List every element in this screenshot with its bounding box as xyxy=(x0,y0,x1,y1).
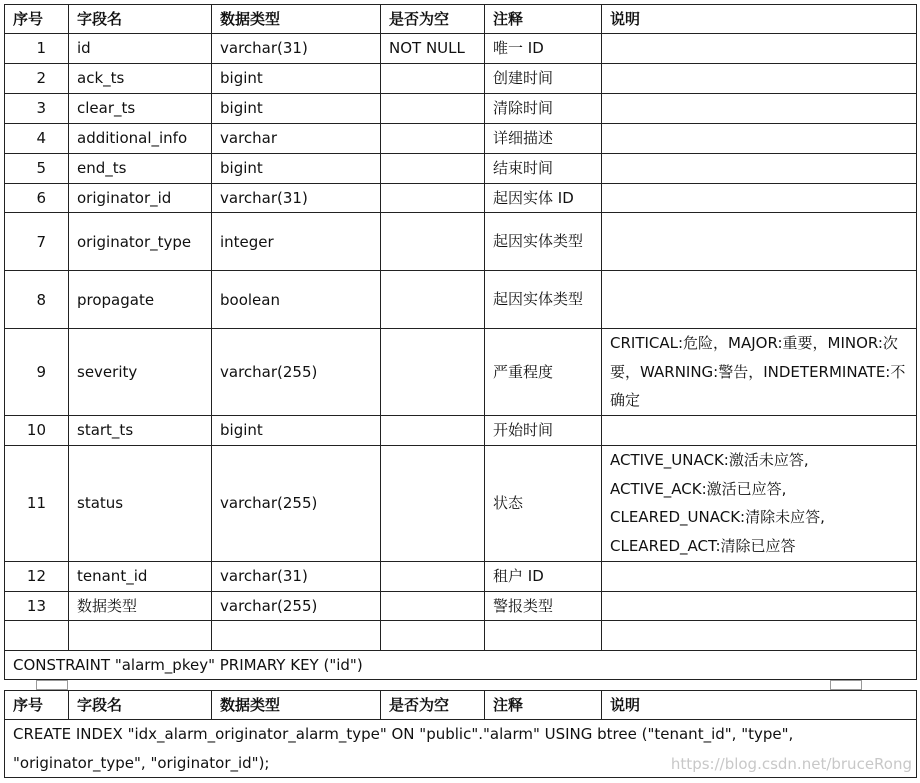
cell-comment: 起因实体类型 xyxy=(485,213,602,271)
cell-comment: 严重程度 xyxy=(485,329,602,416)
cell-nullable: NOT NULL xyxy=(381,34,485,64)
cell-seq: 6 xyxy=(5,183,69,213)
cell-desc xyxy=(602,271,917,329)
cell-comment: 开始时间 xyxy=(485,416,602,446)
header-seq: 序号 xyxy=(5,691,69,720)
cell-desc xyxy=(602,63,917,93)
cell-nullable xyxy=(381,329,485,416)
header-field: 字段名 xyxy=(69,5,212,34)
cell-type: varchar(31) xyxy=(212,183,381,213)
cell-desc xyxy=(602,213,917,271)
header-type: 数据类型 xyxy=(212,691,381,720)
constraint-statement: CONSTRAINT "alarm_pkey" PRIMARY KEY ("id") xyxy=(5,651,917,680)
table-row xyxy=(5,271,917,329)
cell-nullable xyxy=(381,416,485,446)
cell-type: varchar xyxy=(212,123,381,153)
table-move-handle-right[interactable] xyxy=(830,680,862,690)
cell-seq: 7 xyxy=(5,213,69,271)
cell-field: end_ts xyxy=(69,153,212,183)
cell-type: integer xyxy=(212,213,381,271)
cell-field: status xyxy=(69,445,212,561)
cell-nullable xyxy=(381,123,485,153)
cell-field: additional_info xyxy=(69,123,212,153)
cell-type: boolean xyxy=(212,271,381,329)
table-row xyxy=(5,416,917,446)
alarm-fields-table xyxy=(4,4,917,680)
cell-comment: 详细描述 xyxy=(485,123,602,153)
cell-type: bigint xyxy=(212,416,381,446)
table-row xyxy=(5,591,917,621)
cell-desc xyxy=(602,34,917,64)
cell-nullable xyxy=(381,183,485,213)
header-nullable: 是否为空 xyxy=(381,5,485,34)
cell-type: varchar(31) xyxy=(212,561,381,591)
cell-nullable xyxy=(381,63,485,93)
cell-desc: CRITICAL:危险，MAJOR:重要，MINOR:次要，WARNING:警告，INDETERMINATE:不确定 xyxy=(602,329,917,416)
cell-seq: 2 xyxy=(5,63,69,93)
cell-type: varchar(31) xyxy=(212,34,381,64)
cell-seq: 13 xyxy=(5,591,69,621)
cell-type: bigint xyxy=(212,93,381,123)
cell-seq: 11 xyxy=(5,445,69,561)
cell-desc: ACTIVE_UNACK:激活未应答, ACTIVE_ACK:激活已应答, CLEARED_UNACK:清除未应答, CLEARED_ACT:清除已应答 xyxy=(602,445,917,561)
table-row xyxy=(5,123,917,153)
cell-field: severity xyxy=(69,329,212,416)
cell-field: tenant_id xyxy=(69,561,212,591)
cell-type: varchar(255) xyxy=(212,329,381,416)
header-desc: 说明 xyxy=(602,691,917,720)
empty-row xyxy=(5,621,917,651)
table-row xyxy=(5,153,917,183)
table-row xyxy=(5,213,917,271)
cell-type: bigint xyxy=(212,63,381,93)
cell-comment: 唯一 ID xyxy=(485,34,602,64)
cell-comment: 租户 ID xyxy=(485,561,602,591)
header-field: 字段名 xyxy=(69,691,212,720)
cell-comment: 清除时间 xyxy=(485,93,602,123)
cell-seq: 12 xyxy=(5,561,69,591)
table-row xyxy=(5,34,917,64)
header-type: 数据类型 xyxy=(212,5,381,34)
cell-comment: 起因实体 ID xyxy=(485,183,602,213)
cell-field: originator_id xyxy=(69,183,212,213)
cell-seq: 10 xyxy=(5,416,69,446)
cell-comment: 起因实体类型 xyxy=(485,271,602,329)
cell-seq: 1 xyxy=(5,34,69,64)
cell-field: originator_type xyxy=(69,213,212,271)
cell-field: id xyxy=(69,34,212,64)
cell-comment: 状态 xyxy=(485,445,602,561)
table-row xyxy=(5,93,917,123)
table-row xyxy=(5,445,917,561)
cell-desc xyxy=(602,561,917,591)
cell-nullable xyxy=(381,213,485,271)
cell-nullable xyxy=(381,153,485,183)
header-nullable: 是否为空 xyxy=(381,691,485,720)
table-row xyxy=(5,183,917,213)
cell-nullable xyxy=(381,591,485,621)
cell-field: start_ts xyxy=(69,416,212,446)
cell-seq: 5 xyxy=(5,153,69,183)
cell-desc xyxy=(602,93,917,123)
cell-desc xyxy=(602,183,917,213)
table-header-row xyxy=(5,691,917,720)
cell-comment: 创建时间 xyxy=(485,63,602,93)
cell-field: clear_ts xyxy=(69,93,212,123)
index-statement: CREATE INDEX "idx_alarm_originator_alarm_type" ON "public"."alarm" USING btree ("tenant_id", "type", "originator_type", "originator_id"); xyxy=(5,720,917,778)
header-comment: 注释 xyxy=(485,5,602,34)
cell-seq: 3 xyxy=(5,93,69,123)
watermark: https://blog.csdn.net/bruceRong xyxy=(670,755,912,773)
header-desc: 说明 xyxy=(602,5,917,34)
constraint-row xyxy=(5,651,917,680)
header-seq: 序号 xyxy=(5,5,69,34)
cell-nullable xyxy=(381,445,485,561)
table-row xyxy=(5,561,917,591)
table-row xyxy=(5,329,917,416)
cell-nullable xyxy=(381,93,485,123)
cell-seq: 4 xyxy=(5,123,69,153)
cell-type: varchar(255) xyxy=(212,445,381,561)
cell-type: bigint xyxy=(212,153,381,183)
cell-desc xyxy=(602,591,917,621)
cell-desc xyxy=(602,123,917,153)
cell-nullable xyxy=(381,271,485,329)
cell-field: propagate xyxy=(69,271,212,329)
cell-type: varchar(255) xyxy=(212,591,381,621)
cell-field: ack_ts xyxy=(69,63,212,93)
cell-nullable xyxy=(381,561,485,591)
cell-desc xyxy=(602,416,917,446)
table-row xyxy=(5,63,917,93)
cell-seq: 8 xyxy=(5,271,69,329)
cell-desc xyxy=(602,153,917,183)
cell-field: 数据类型 xyxy=(69,591,212,621)
header-comment: 注释 xyxy=(485,691,602,720)
cell-comment: 结束时间 xyxy=(485,153,602,183)
cell-comment: 警报类型 xyxy=(485,591,602,621)
table-move-handle-left[interactable] xyxy=(36,680,68,690)
cell-seq: 9 xyxy=(5,329,69,416)
table-header-row xyxy=(5,5,917,34)
